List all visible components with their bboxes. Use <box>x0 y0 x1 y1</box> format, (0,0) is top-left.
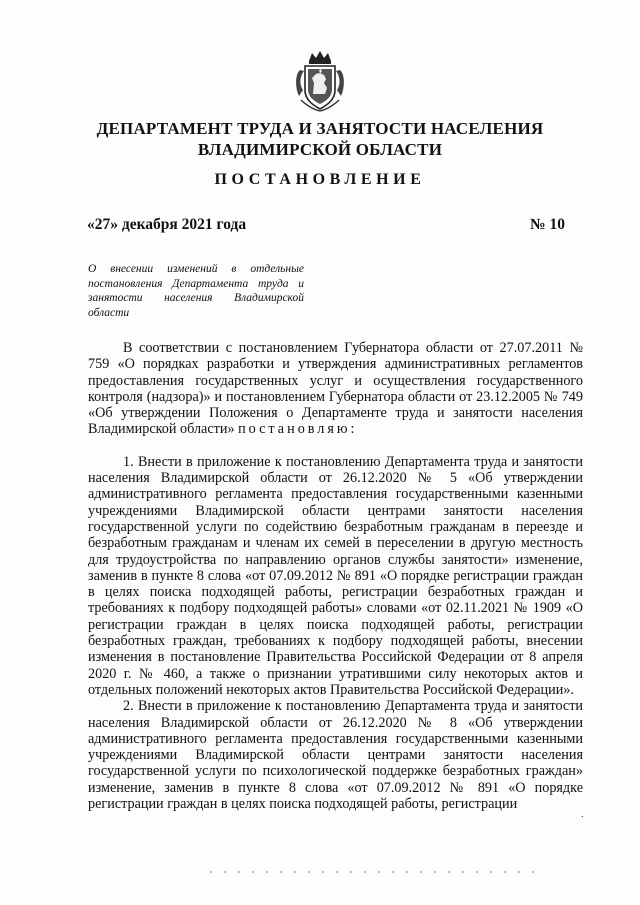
preamble-verb: постановляю: <box>238 421 358 438</box>
department-name-line-1: ДЕПАРТАМЕНТ ТРУДА И ЗАНЯТОСТИ НАСЕЛЕНИЯ <box>96 119 544 138</box>
preamble-paragraph <box>88 340 583 438</box>
scan-artifact-line <box>210 871 540 873</box>
department-name <box>60 118 580 160</box>
vladimir-region-coat-of-arms-icon <box>293 50 347 112</box>
document-number: № 10 <box>530 216 565 233</box>
document-date: «27» декабря 2021 года <box>87 216 247 233</box>
document-body <box>88 340 583 812</box>
item-2-paragraph: 2. Внести в приложение к постановлению Департамента труда и занятости населения Владимирской области от 26.12.2020 № 8 «Об утверждении административного регламента предоставления государственными казенными учреждениями Владимирской области центрами занятости населения государственной услуги по психологической поддержке безработных граждан» изменение, заменив в пункте 8 слова «от 07.09.2012 № 891 «О порядке регистрации граждан в целях поиска подходящей работы, регистрации <box>88 698 583 813</box>
item-1-paragraph: 1. Внести в приложение к постановлению Департамента труда и занятости населения Владимирской области от 26.12.2020 № 5 «Об утверждении административного регламента предоставления государственными казенными учреждениями Владимирской области центрами занятости населения государственной услуги по содействию безработным гражданам в переезде и безработным гражданам и членам их семей в переселении в другую местность для трудоустройства по направлению органов службы занятости» изменение, заменив в пункте 8 слова «от 07.09.2012 № 891 «О порядке регистрации граждан в целях поиска подходящей работы, регистрации безработных граждан и требованиях к подбору подходящей работы» словами «от 02.11.2021 № 1909 «О регистрации граждан в целях поиска подходящей работы, регистрации безработных граждан, требованиях к подбору подходящей работы, внесении изменения в постановление Правительства Российской Федерации от 8 апреля 2020 г. № 460, а также о признании утратившими силу некоторых актов и отдельных положений некоторых актов Правительства Российской Федерации». <box>88 453 583 698</box>
margin-mark-icon: · <box>580 812 584 823</box>
department-name-line-2: ВЛАДИМИРСКОЙ ОБЛАСТИ <box>197 140 443 159</box>
preamble-text: В соответствии с постановлением Губернатора области от 27.07.2011 № 759 «О порядках разработки и утверждения административных регламентов предоставления государственных услуг и осуществления государственного контроля (надзора)» и постановлением Губернатора области от 23.12.2005 № 749 «Об утверждении Положения о Департаменте труда и занятости населения Владимирской области» <box>88 340 583 438</box>
document-subject: О внесении изменений в отдельные постановления Департамента труда и занятости населения Владимирской области <box>88 263 304 319</box>
document-type: ПОСТАНОВЛЕНИЕ <box>214 171 426 188</box>
